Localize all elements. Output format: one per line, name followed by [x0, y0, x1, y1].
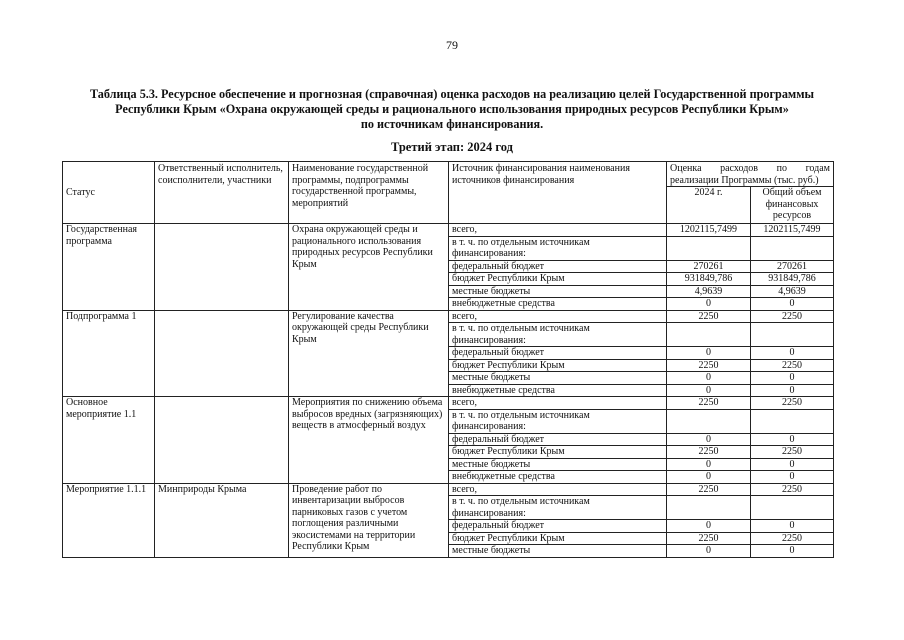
source-cell: местные бюджеты	[449, 458, 667, 471]
title-line: Республики Крым «Охрана окружающей среды и рационального использования природных ресурсов Республики Крым»	[115, 102, 789, 116]
source-cell: бюджет Республики Крым	[449, 446, 667, 459]
name-cell: Охрана окружающей среды и рационального использования природных ресурсов Республики Крым	[289, 224, 449, 311]
source-cell: внебюджетные средства	[449, 384, 667, 397]
source-cell: федеральный бюджет	[449, 260, 667, 273]
year-2024-cell: 2250	[667, 359, 751, 372]
source-cell: местные бюджеты	[449, 545, 667, 558]
status-cell: Мероприятие 1.1.1	[63, 483, 155, 557]
source-cell: федеральный бюджет	[449, 433, 667, 446]
total-cell: 0	[751, 347, 834, 360]
table-row	[63, 310, 834, 323]
total-cell: 0	[751, 298, 834, 311]
year-2024-cell: 0	[667, 384, 751, 397]
year-2024-cell: 0	[667, 347, 751, 360]
source-cell: всего,	[449, 483, 667, 496]
executor-cell: Минприроды Крыма	[155, 483, 289, 557]
status-cell: Основное мероприятие 1.1	[63, 397, 155, 484]
executor-cell	[155, 224, 289, 311]
source-cell: всего,	[449, 224, 667, 237]
year-2024-cell: 4,9639	[667, 285, 751, 298]
header-name: Наименование государственной программы, подпрограммы государственной программы, мероприятий	[289, 162, 449, 224]
total-cell: 270261	[751, 260, 834, 273]
year-2024-cell: 0	[667, 372, 751, 385]
year-2024-cell: 2250	[667, 397, 751, 410]
name-cell: Мероприятия по снижению объема выбросов вредных (загрязняющих) веществ в атмосферный воздух	[289, 397, 449, 484]
total-cell: 1202115,7499	[751, 224, 834, 237]
total-cell: 0	[751, 384, 834, 397]
total-cell: 0	[751, 520, 834, 533]
total-cell: 0	[751, 545, 834, 558]
total-cell	[751, 496, 834, 520]
year-2024-cell: 2250	[667, 446, 751, 459]
source-cell: бюджет Республики Крым	[449, 273, 667, 286]
year-2024-cell: 931849,786	[667, 273, 751, 286]
total-cell	[751, 236, 834, 260]
source-cell: всего,	[449, 397, 667, 410]
status-cell: Подпрограмма 1	[63, 310, 155, 397]
total-cell: 2250	[751, 446, 834, 459]
header-year: 2024 г.	[667, 187, 751, 224]
total-cell: 931849,786	[751, 273, 834, 286]
source-cell: в т. ч. по отдельным источникам финансирования:	[449, 409, 667, 433]
total-cell: 2250	[751, 483, 834, 496]
title-line: по источникам финансирования.	[360, 117, 544, 131]
source-cell: внебюджетные средства	[449, 298, 667, 311]
total-cell: 4,9639	[751, 285, 834, 298]
source-cell: федеральный бюджет	[449, 347, 667, 360]
header-row	[63, 162, 834, 187]
year-2024-cell	[667, 323, 751, 347]
year-2024-cell: 1202115,7499	[667, 224, 751, 237]
year-2024-cell: 0	[667, 545, 751, 558]
source-cell: в т. ч. по отдельным источникам финансирования:	[449, 496, 667, 520]
source-cell: в т. ч. по отдельным источникам финансирования:	[449, 323, 667, 347]
total-cell	[751, 323, 834, 347]
total-cell: 2250	[751, 397, 834, 410]
table-row	[63, 397, 834, 410]
status-cell: Государственная программа	[63, 224, 155, 311]
executor-cell	[155, 397, 289, 484]
year-2024-cell: 2250	[667, 483, 751, 496]
source-cell: внебюджетные средства	[449, 471, 667, 484]
source-cell: бюджет Республики Крым	[449, 359, 667, 372]
total-cell: 0	[751, 471, 834, 484]
year-2024-cell	[667, 409, 751, 433]
header-total: Общий объем финансовых ресурсов	[751, 187, 834, 224]
year-2024-cell: 0	[667, 520, 751, 533]
total-cell: 2250	[751, 310, 834, 323]
source-cell: в т. ч. по отдельным источникам финансирования:	[449, 236, 667, 260]
year-2024-cell	[667, 496, 751, 520]
executor-cell	[155, 310, 289, 397]
table-row	[63, 483, 834, 496]
title-line: Таблица 5.3. Ресурсное обеспечение и прогнозная (справочная) оценка расходов на реализацию целей Государственной программы	[89, 87, 815, 101]
year-2024-cell: 2250	[667, 532, 751, 545]
year-2024-cell: 270261	[667, 260, 751, 273]
header-executor: Ответственный исполнитель, соисполнители, участники	[155, 162, 289, 224]
source-cell: федеральный бюджет	[449, 520, 667, 533]
stage-subtitle: Третий этап: 2024 год	[390, 140, 513, 154]
year-2024-cell: 0	[667, 458, 751, 471]
source-cell: местные бюджеты	[449, 372, 667, 385]
year-2024-cell	[667, 236, 751, 260]
total-cell: 0	[751, 372, 834, 385]
page-number: 79	[446, 38, 458, 52]
total-cell: 0	[751, 458, 834, 471]
table-row	[63, 224, 834, 237]
header-status: Статус	[63, 162, 155, 224]
year-2024-cell: 0	[667, 433, 751, 446]
total-cell: 2250	[751, 359, 834, 372]
header-source: Источник финансирования наименования источников финансирования	[449, 162, 667, 224]
table-title	[40, 87, 864, 132]
name-cell: Проведение работ по инвентаризации выбросов парниковых газов с учетом поглощения различными экосистемами на территории Республики Крым	[289, 483, 449, 557]
header-estimate: Оценка расходов по годам реализации Программы (тыс. руб.)	[667, 162, 834, 187]
year-2024-cell: 2250	[667, 310, 751, 323]
total-cell: 2250	[751, 532, 834, 545]
source-cell: местные бюджеты	[449, 285, 667, 298]
source-cell: бюджет Республики Крым	[449, 532, 667, 545]
total-cell	[751, 409, 834, 433]
source-cell: всего,	[449, 310, 667, 323]
name-cell: Регулирование качества окружающей среды Республики Крым	[289, 310, 449, 397]
year-2024-cell: 0	[667, 471, 751, 484]
total-cell: 0	[751, 433, 834, 446]
financing-table	[62, 161, 834, 558]
year-2024-cell: 0	[667, 298, 751, 311]
